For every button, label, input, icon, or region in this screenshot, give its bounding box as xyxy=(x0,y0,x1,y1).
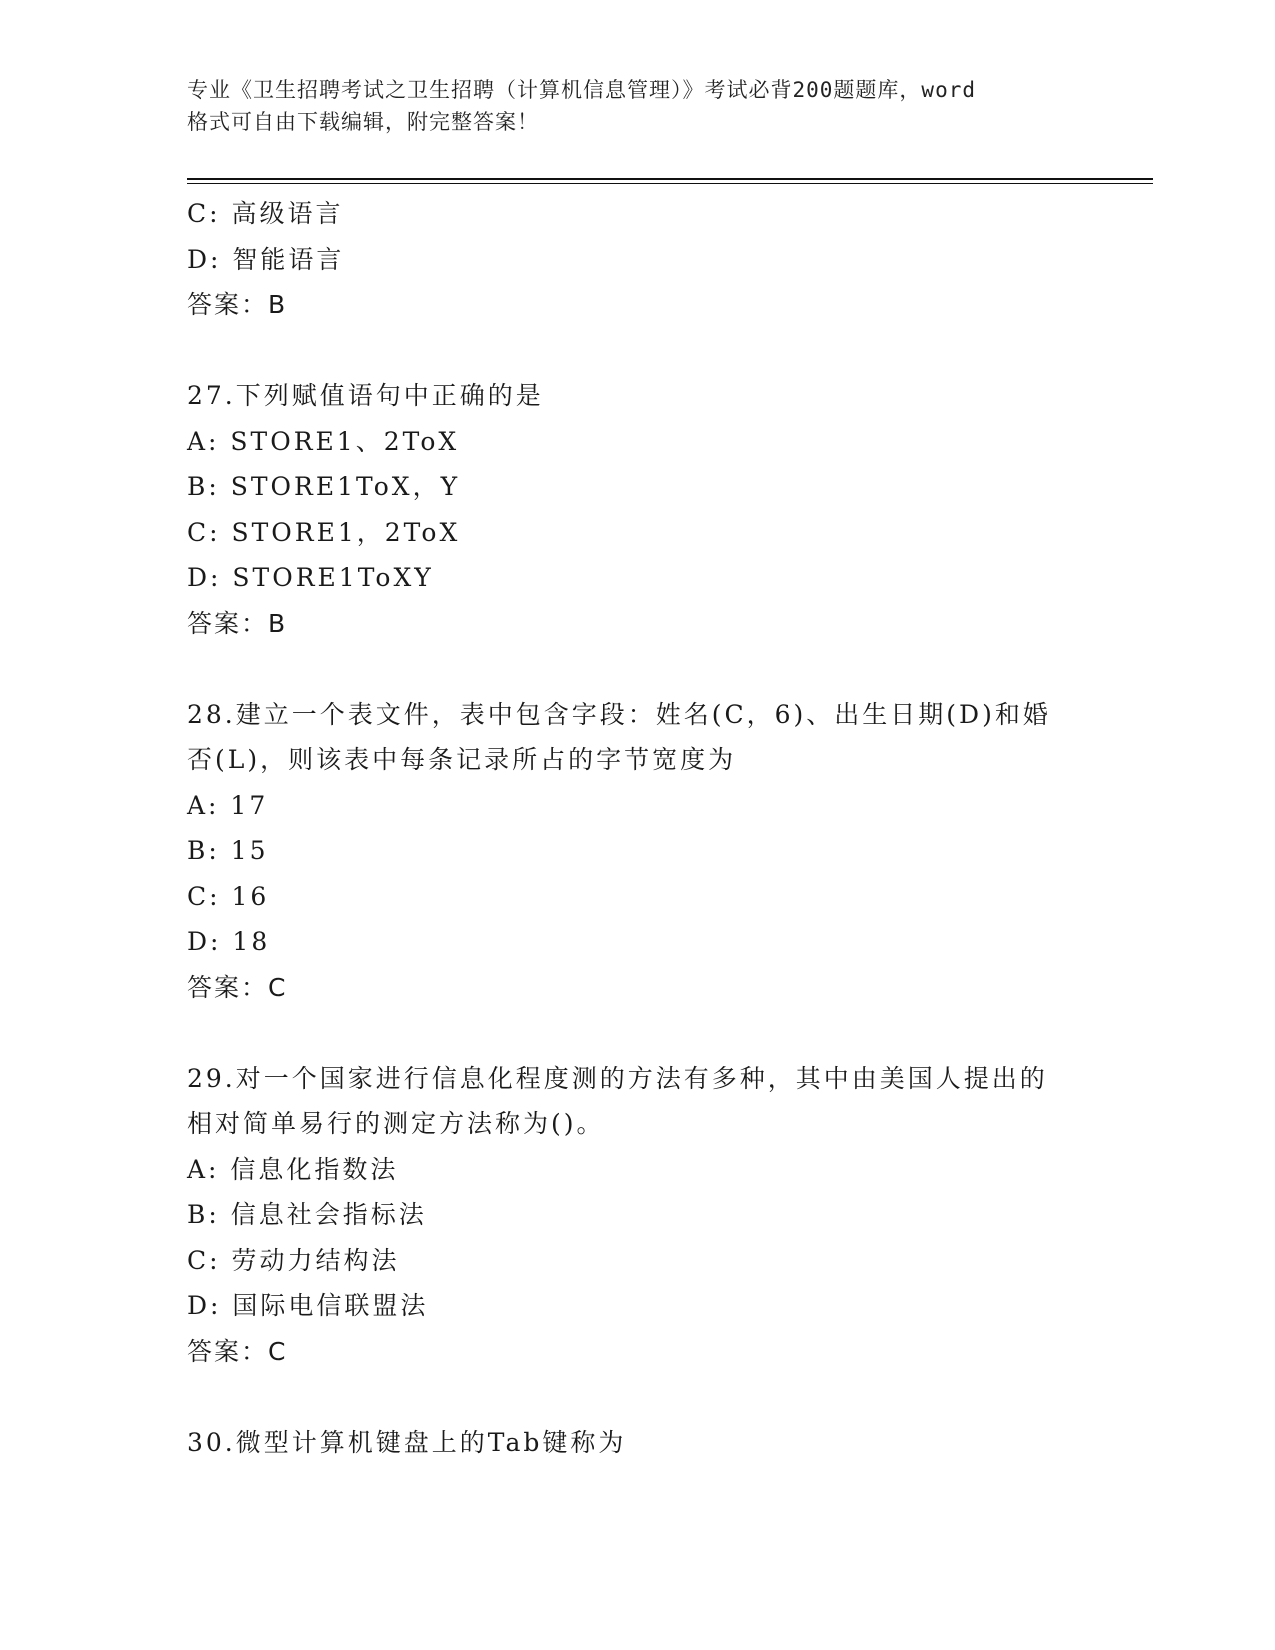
option-d: D: 智能语言 xyxy=(187,244,345,274)
question-28 xyxy=(187,692,1087,1011)
question-30 xyxy=(187,1420,1087,1466)
option-b: B: 15 xyxy=(187,836,269,865)
option-a: A: 信息化指数法 xyxy=(187,1154,399,1184)
answer: 答案：C xyxy=(187,1336,288,1366)
question-list xyxy=(187,191,1087,1465)
question-text-line-1: 29.对一个国家进行信息化程度测的方法有多种，其中由美国人提出的 xyxy=(187,1063,1048,1093)
spacer xyxy=(187,1010,1087,1056)
header-line-1: 专业《卫生招聘考试之卫生招聘（计算机信息管理）》考试必背200题题库，word xyxy=(187,78,976,102)
option-c: C: STORE1，2ToX xyxy=(187,517,461,547)
option-c: C: 高级语言 xyxy=(187,199,344,228)
header-divider-thin xyxy=(187,183,1153,184)
option-c: C: 16 xyxy=(187,881,270,911)
question-text-line-2: 相对简单易行的测定方法称为()。 xyxy=(187,1109,605,1138)
option-a: A: STORE1、2ToX xyxy=(187,426,460,456)
spacer xyxy=(187,1374,1087,1420)
spacer xyxy=(187,328,1087,374)
document-header xyxy=(187,74,1087,138)
option-c: C: 劳动力结构法 xyxy=(187,1245,400,1275)
answer: 答案：C xyxy=(187,972,288,1002)
question-text-line-1: 28.建立一个表文件，表中包含字段：姓名(C，6)、出生日期(D)和婚 xyxy=(187,699,1051,729)
option-d: D: STORE1ToXY xyxy=(187,563,434,592)
question-text: 30.微型计算机键盘上的Tab键称为 xyxy=(187,1427,627,1457)
answer: 答案：B xyxy=(187,290,288,319)
question-text: 27.下列赋值语句中正确的是 xyxy=(187,381,544,410)
answer: 答案：B xyxy=(187,608,288,638)
question-text-line-2: 否(L)，则该表中每条记录所占的字节宽度为 xyxy=(187,745,737,774)
option-d: D: 国际电信联盟法 xyxy=(187,1291,429,1320)
question-29 xyxy=(187,1056,1087,1375)
question-26-continued xyxy=(187,191,1087,328)
header-line-2: 格式可自由下载编辑，附完整答案！ xyxy=(187,110,539,134)
option-a: A: 17 xyxy=(187,790,269,820)
option-d: D: 18 xyxy=(187,927,271,956)
option-b: B: STORE1ToX，Y xyxy=(187,472,461,501)
question-27 xyxy=(187,373,1087,646)
header-divider-thick xyxy=(187,178,1153,180)
spacer xyxy=(187,646,1087,692)
option-b: B: 信息社会指标法 xyxy=(187,1200,427,1229)
